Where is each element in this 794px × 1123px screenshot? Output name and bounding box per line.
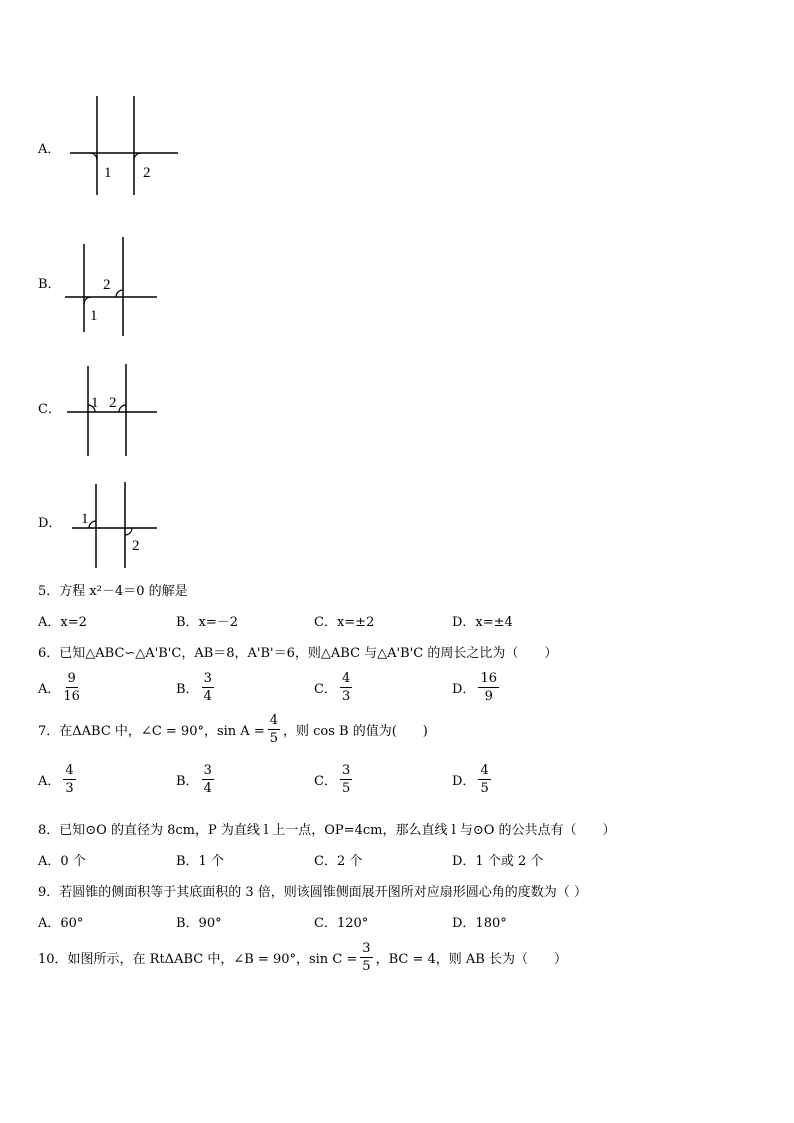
option-label: A． <box>38 682 61 697</box>
angle-1-label: 1 <box>91 395 99 411</box>
q8-option-b: B．1 个 <box>176 854 224 869</box>
denominator: 5 <box>362 959 371 974</box>
numerator: 4 <box>480 763 489 778</box>
fraction <box>340 672 352 703</box>
q10-stem-after: ，BC = 4，则 AB 长为（ ） <box>375 952 567 967</box>
option-label: B． <box>176 682 199 697</box>
q8-stem: 8．已知⊙O 的直径为 8cm，P 为直线 l 上一点，OP=4cm，那么直线 l 与⊙O 的公共点有（ ） <box>38 823 616 838</box>
numerator: 4 <box>65 763 74 778</box>
q7-stem-before: 7．在ΔABC 中，∠C = 90°，sin A = <box>38 724 265 739</box>
q8-option-a: A．0 个 <box>38 854 86 869</box>
fraction <box>202 764 214 795</box>
angle-1-label: 1 <box>90 308 98 324</box>
q6-option-a <box>38 672 83 703</box>
q9-option-a: A．60° <box>38 916 84 931</box>
fraction <box>63 764 75 795</box>
denominator: 3 <box>65 781 74 796</box>
angle-2-arc <box>116 290 123 297</box>
q9-option-c: C．120° <box>314 916 369 931</box>
q6-option-d <box>452 672 502 703</box>
numerator: 4 <box>269 713 278 728</box>
denominator: 3 <box>341 689 351 704</box>
option-c-label: C． <box>38 402 61 417</box>
option-label: B． <box>176 774 199 789</box>
numerator: 4 <box>341 671 351 686</box>
angle-2-label: 2 <box>109 395 117 411</box>
denominator: 5 <box>480 781 489 796</box>
q8-option-c: C．2 个 <box>314 854 363 869</box>
option-a-label: A． <box>38 142 61 157</box>
q8-option-d: D．1 个或 2 个 <box>452 854 544 869</box>
angle-1-label: 1 <box>104 165 112 181</box>
numerator: 16 <box>480 671 497 686</box>
fraction <box>478 764 490 795</box>
q5-option-b: B．x=－2 <box>176 615 239 630</box>
q5-option-d: D．x=±4 <box>452 615 513 630</box>
q9-stem: 9．若圆锥的侧面积等于其底面积的 3 倍，则该圆锥侧面展开图所对应扇形圆心角的度数为（ ） <box>38 885 587 900</box>
q7-option-b <box>176 764 217 795</box>
denominator: 4 <box>203 781 212 796</box>
angle-2-label: 2 <box>103 277 111 293</box>
numerator: 3 <box>203 763 212 778</box>
q7-option-d <box>452 764 494 795</box>
q6-stem: 6．已知△ABC∽△A'B'C，AB＝8，A'B'＝6，则△ABC 与△A'B'C 的周长之比为（ ） <box>38 646 558 661</box>
angle-2-arc <box>119 405 126 412</box>
q5-option-a: A．x=2 <box>38 615 87 630</box>
q9-option-b: B．90° <box>176 916 222 931</box>
angle-2-label: 2 <box>132 538 140 554</box>
option-d-label: D． <box>38 516 62 531</box>
angle-1-arc <box>84 297 91 304</box>
denominator: 5 <box>341 781 351 796</box>
option-label: C． <box>314 682 337 697</box>
q7-stem <box>38 714 428 745</box>
numerator: 3 <box>203 671 212 686</box>
angle-1-label: 1 <box>81 511 89 527</box>
numerator: 3 <box>341 763 351 778</box>
q7-option-a <box>38 764 79 795</box>
q5-option-c: C．x=±2 <box>314 615 375 630</box>
angle-2-arc <box>125 528 132 535</box>
angle-1-arc <box>89 521 96 528</box>
figure-a <box>60 90 190 200</box>
figure-c <box>60 360 170 460</box>
figure-b <box>60 232 170 342</box>
q6-option-b <box>176 672 217 703</box>
option-b-label: B． <box>38 277 61 292</box>
option-label: A． <box>38 774 61 789</box>
denominator: 9 <box>484 689 493 704</box>
q10-stem-before: 10．如图所示，在 RtΔABC 中，∠B = 90°，sin C = <box>38 952 358 967</box>
option-label: D． <box>452 774 476 789</box>
fraction <box>478 672 499 703</box>
q7-option-c <box>314 764 355 795</box>
numerator: 3 <box>362 941 371 956</box>
fraction <box>202 672 214 703</box>
angle-1-arc <box>90 153 97 160</box>
figure-d <box>60 476 170 576</box>
option-label: D． <box>452 682 476 697</box>
angle-2-arc <box>134 153 141 160</box>
q10-stem-fraction <box>360 942 372 973</box>
angle-2-label: 2 <box>143 165 151 181</box>
denominator: 5 <box>269 731 278 746</box>
denominator: 16 <box>63 689 80 704</box>
q7-stem-after: ，则 cos B 的值为( ) <box>283 724 428 739</box>
numerator: 9 <box>67 671 76 686</box>
q5-stem: 5．方程 x²－4＝0 的解是 <box>38 584 188 599</box>
q9-option-d: D．180° <box>452 916 507 931</box>
q6-option-c <box>314 672 355 703</box>
option-label: C． <box>314 774 337 789</box>
q10-stem <box>38 942 567 973</box>
fraction <box>340 764 352 795</box>
q7-stem-fraction <box>268 714 280 745</box>
fraction <box>63 672 80 703</box>
denominator: 4 <box>203 689 212 704</box>
